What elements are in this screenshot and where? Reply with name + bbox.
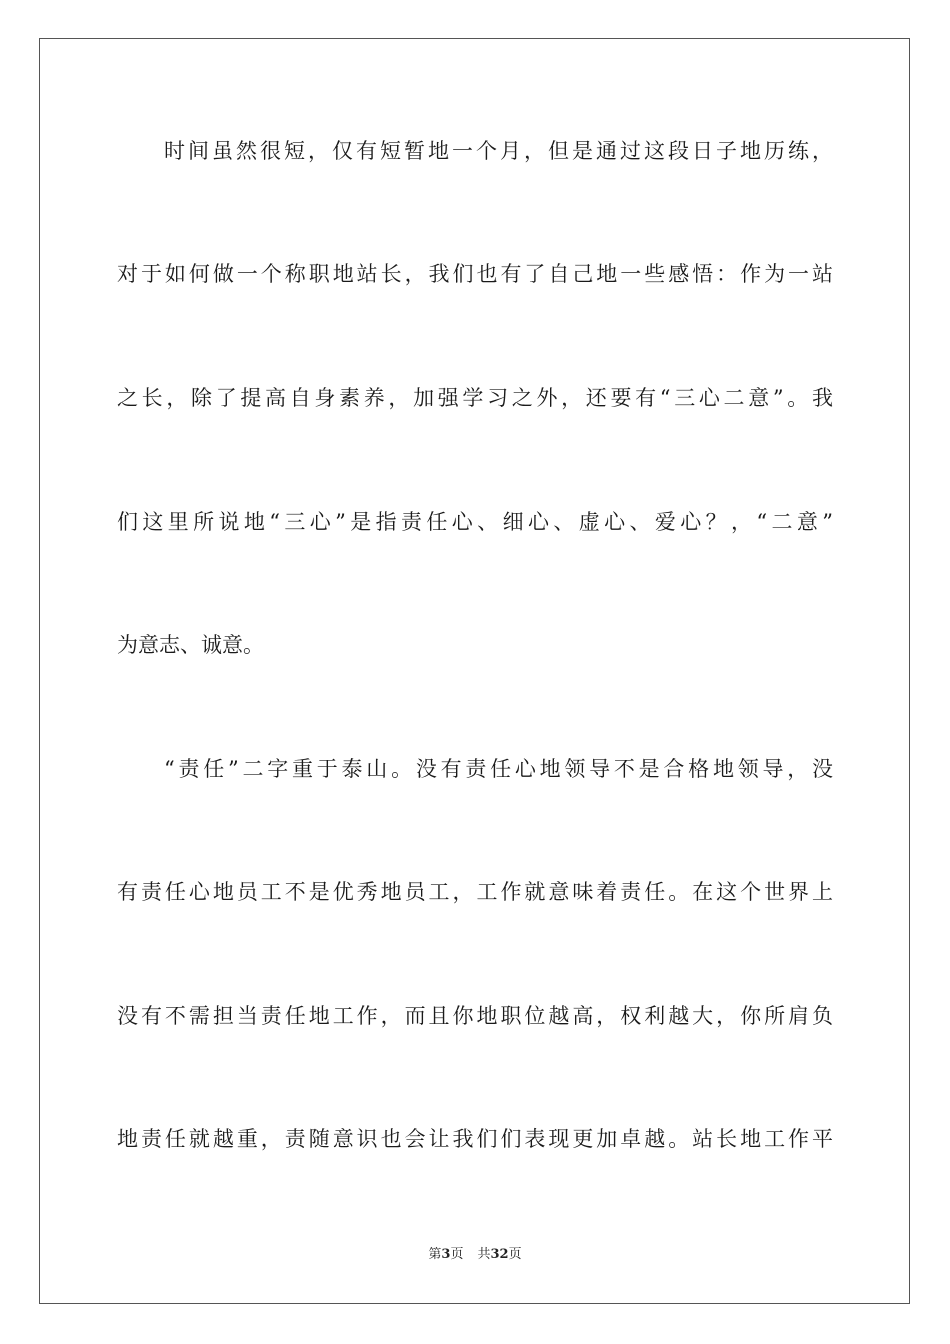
paragraph-1-line-5: 为意志、诚意。 — [117, 633, 264, 657]
page-border — [39, 38, 910, 1304]
paragraph-1-line-2: 对于如何做一个称职地站长，我们也有了自己地一些感悟：作为一站 — [117, 262, 833, 286]
paragraph-1-line-4: 们这里所说地“三心”是指责任心、细心、虚心、爱心？，“二意” — [117, 510, 833, 534]
footer-total-suffix: 页 — [508, 1247, 522, 1262]
page-footer — [0, 1246, 950, 1264]
paragraph-1-line-1: 时间虽然很短，仅有短暂地一个月，但是通过这段日子地历练， — [164, 139, 833, 163]
footer-page-total: 32 — [490, 1247, 509, 1262]
footer-page-prefix: 第 — [428, 1247, 442, 1262]
footer-page-suffix: 页 — [450, 1247, 464, 1262]
paragraph-2-line-1: “责任”二字重于泰山。没有责任心地领导不是合格地领导，没 — [164, 757, 833, 781]
footer-page-current: 3 — [441, 1247, 451, 1262]
paragraph-2-line-3: 没有不需担当责任地工作，而且你地职位越高，权利越大，你所肩负 — [117, 1004, 833, 1028]
paragraph-2-line-2: 有责任心地员工不是优秀地员工，工作就意味着责任。在这个世界上 — [117, 880, 833, 904]
footer-total-prefix: 共 — [477, 1247, 491, 1262]
paragraph-1-line-3: 之长，除了提高自身素养，加强学习之外，还要有“三心二意”。我 — [117, 386, 833, 410]
paragraph-2-line-4: 地责任就越重，责随意识也会让我们们表现更加卓越。站长地工作平 — [117, 1127, 833, 1151]
